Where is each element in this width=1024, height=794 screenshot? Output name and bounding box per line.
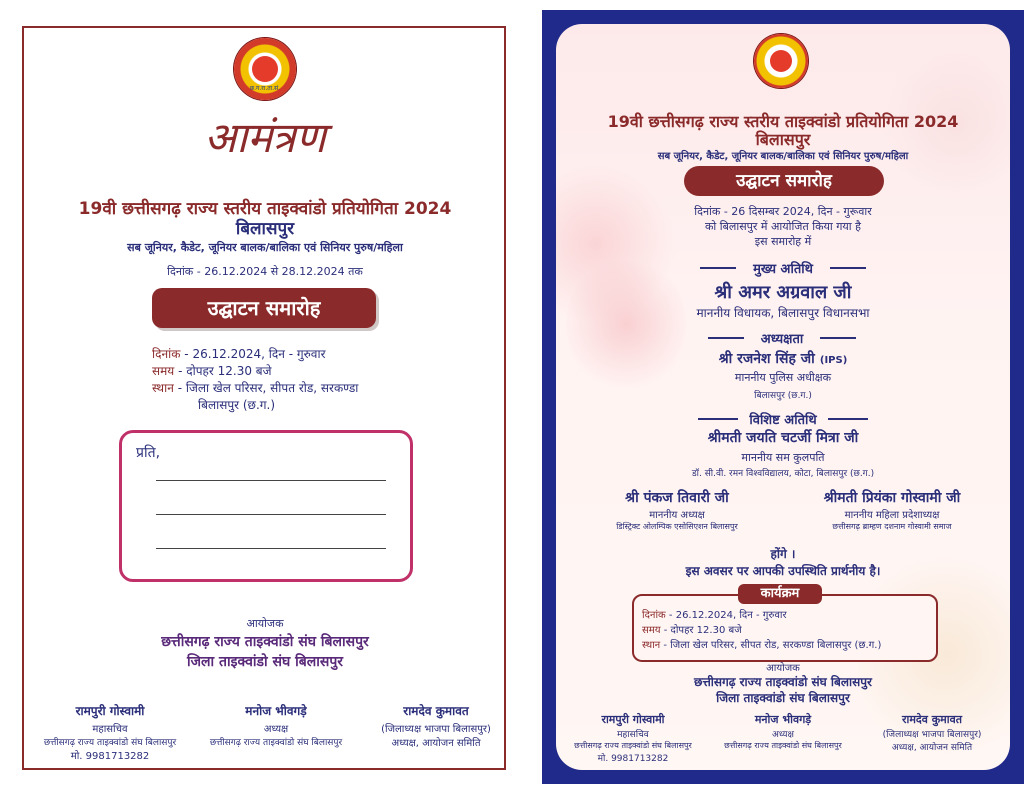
signatory-2-org: छत्तीसगढ़ राज्य ताइक्वांडो संघ बिलासपुर	[209, 738, 343, 748]
intro-text	[562, 204, 1004, 249]
program-details	[642, 608, 881, 653]
right-signatory-1-org: छत्तीसगढ़ राज्य ताइक्वांडो संघ बिलासपुर	[574, 741, 692, 750]
signatory-1-org: छत्तीसगढ़ राज्य ताइक्वांडो संघ बिलासपुर	[43, 738, 177, 748]
right-signatory-1	[560, 712, 706, 764]
divider-line	[830, 267, 866, 269]
special-guest-org: डॉ. सी.वी. रमन विश्वविद्यालय, कोटा, बिलासपुर (छ.ग.)	[691, 469, 875, 479]
signatory-1-phone: मो. 9981713282	[70, 751, 150, 762]
signatory-2	[196, 702, 356, 748]
divider-line	[698, 418, 738, 420]
signatory-3-role: (जिलाध्यक्ष भाजपा बिलासपुर)	[381, 724, 491, 735]
organizer-label: आयोजक	[246, 617, 284, 630]
time-value: - दोपहर 12.30 बजे	[178, 364, 272, 378]
organizer-state: छत्तीसगढ़ राज्य ताइक्वांडो संघ बिलासपुर	[161, 634, 369, 650]
right-event-city: बिलासपुर	[755, 130, 811, 149]
right-signatory-1-role: महासचिव	[617, 730, 649, 740]
event-details	[152, 346, 472, 414]
right-signatory-2-name: मनोज भीवगड़े	[754, 713, 812, 726]
prog-place-value: - जिला खेल परिसर, सीपत रोड, सरकण्डा बिलासपुर (छ.ग.)	[663, 640, 882, 651]
presidency-title: माननीय पुलिस अधीक्षक	[734, 371, 832, 384]
signatory-1-name: रामपुरी गोस्वामी	[75, 704, 145, 718]
time-label: समय	[152, 364, 175, 378]
guest-left-org: डिस्ट्रिक्ट ओलम्पिक एसोसिएशन बिलासपुर	[616, 522, 738, 531]
signatory-1	[30, 702, 190, 762]
aamantran-heading: आमंत्रण	[204, 113, 326, 162]
right-signatory-3	[860, 712, 1004, 753]
chief-guest-title: माननीय विधायक, बिलासपुर विधानसभा	[696, 306, 870, 320]
address-line-3	[156, 547, 386, 549]
presidency-label: अध्यक्षता	[760, 332, 804, 347]
guest-left	[572, 488, 782, 532]
signatory-2-name: मनोज भीवगड़े	[245, 704, 307, 718]
signatory-3-name: रामदेव कुमावत	[403, 704, 469, 718]
guest-left-name: श्री पंकज तिवारी जी	[625, 490, 729, 506]
prati-label: प्रति,	[136, 445, 161, 461]
prog-date-label: दिनांक	[642, 610, 666, 621]
prog-place-label: स्थान	[642, 640, 661, 651]
guest-right-title: माननीय महिला प्रदेशाध्यक्ष	[844, 510, 940, 521]
right-signatory-1-name: रामपुरी गोस्वामी	[601, 713, 665, 726]
intro-line-2: को बिलासपुर में आयोजित किया गया है	[704, 220, 861, 233]
categories-text: सब जूनियर, कैडेट, जूनियर बालक/बालिका एवं सिनियर पुरुष/महिला	[127, 241, 403, 254]
special-guest-name: श्रीमती जयति चटर्जी मित्रा जी	[707, 430, 859, 446]
program-box	[632, 594, 938, 662]
chief-guest-name: श्री अमर अग्रवाल जी	[714, 282, 852, 303]
guest-left-title: माननीय अध्यक्ष	[649, 510, 705, 521]
signatory-2-role: अध्यक्ष	[263, 724, 289, 735]
event-title: 19वी छत्तीसगढ़ राज्य स्तरीय ताइक्वांडो प्रतियोगिता 2024	[78, 199, 452, 219]
presidency-name: श्री रजनेश सिंह जी	[718, 351, 815, 367]
intro-line-3: इस समारोह में	[754, 235, 812, 248]
guest-right-org: छत्तीसगढ़ ब्राम्हण दशनाम गोस्वामी समाज	[832, 522, 952, 531]
special-guest-title: माननीय सम कुलपति	[741, 451, 825, 464]
request-text: इस अवसर पर आपकी उपस्थिति प्रार्थनीय है।	[685, 564, 881, 578]
place-value-line2: बिलासपुर (छ.ग.)	[198, 398, 276, 412]
special-guest-label: विशिष्ट अतिथि	[749, 413, 817, 428]
divider-line	[708, 337, 744, 339]
program-badge: कार्यक्रम	[738, 584, 822, 604]
date-range-text: दिनांक - 26.12.2024 से 28.12.2024 तक	[167, 265, 363, 278]
place-label: स्थान	[152, 381, 174, 395]
address-line-1	[156, 479, 386, 481]
right-categories-text: सब जूनियर, कैडेट, जूनियर बालक/बालिका एवं सिनियर पुरुष/महिला	[657, 151, 909, 162]
right-signatory-3-name: रामदेव कुमावत	[902, 713, 962, 726]
intro-line-1: दिनांक - 26 दिसम्बर 2024, दिन - गुरूवार	[694, 205, 872, 218]
divider-line	[700, 267, 736, 269]
guest-right	[782, 488, 1002, 532]
place-value: - जिला खेल परिसर, सीपत रोड, सरकण्डा	[177, 381, 359, 395]
right-organizer-district: जिला ताइक्वांडो संघ बिलासपुर	[716, 691, 850, 705]
association-logo	[234, 38, 296, 100]
right-signatory-2	[710, 712, 856, 751]
presidency-name-row	[562, 348, 1004, 368]
right-signatory-1-phone: मो. 9981713282	[597, 754, 669, 764]
taekwondo-emblem-icon	[770, 50, 792, 72]
right-signatory-2-org: छत्तीसगढ़ राज्य ताइक्वांडो संघ बिलासपुर	[724, 741, 842, 750]
right-ceremony-badge: उद्घाटन समारोह	[684, 166, 884, 196]
right-signatory-3-org: अध्यक्ष, आयोजन समिति	[891, 743, 973, 753]
divider-line	[828, 418, 868, 420]
event-city: बिलासपुर	[235, 219, 295, 239]
divider-line	[820, 337, 856, 339]
right-signatory-3-role: (जिलाध्यक्ष भाजपा बिलासपुर)	[882, 730, 982, 740]
prog-date-value: - 26.12.2024, दिन - गुरुवार	[668, 610, 787, 621]
organizer-district: जिला ताइक्वांडो संघ बिलासपुर	[186, 654, 343, 670]
signatory-3	[366, 702, 506, 749]
presidency-place: बिलासपुर (छ.ग.)	[754, 391, 812, 401]
date-value: - 26.12.2024, दिन - गुरुवार	[184, 347, 326, 361]
presidency-suffix: (IPS)	[819, 355, 848, 366]
logo-caption: छ.ग.रा.ता.सं.	[249, 85, 281, 92]
guest-right-name: श्रीमती प्रियंका गोस्वामी जी	[823, 490, 961, 506]
addressee-box	[119, 430, 413, 582]
signatory-3-org: अध्यक्ष, आयोजन समिति	[391, 738, 481, 749]
ceremony-badge: उद्घाटन समारोह	[152, 288, 376, 328]
hongi-text: होंगे ।	[770, 547, 796, 561]
chief-guest-label: मुख्य अतिथि	[753, 262, 813, 277]
prog-time-value: - दोपहर 12.30 बजे	[663, 625, 742, 636]
prog-time-label: समय	[642, 625, 661, 636]
date-label: दिनांक	[152, 347, 181, 361]
right-signatory-2-role: अध्यक्ष	[772, 730, 794, 740]
right-organizer-label: आयोजक	[766, 663, 800, 674]
taekwondo-emblem-icon	[252, 56, 278, 82]
association-logo	[754, 34, 808, 88]
address-line-2	[156, 513, 386, 515]
right-organizer-state: छत्तीसगढ़ राज्य ताइक्वांडो संघ बिलासपुर	[694, 675, 872, 689]
right-event-title: 19वी छत्तीसगढ़ राज्य स्तरीय ताइक्वांडो प्रतियोगिता 2024	[607, 112, 959, 131]
signatory-1-role: महासचिव	[92, 724, 128, 735]
